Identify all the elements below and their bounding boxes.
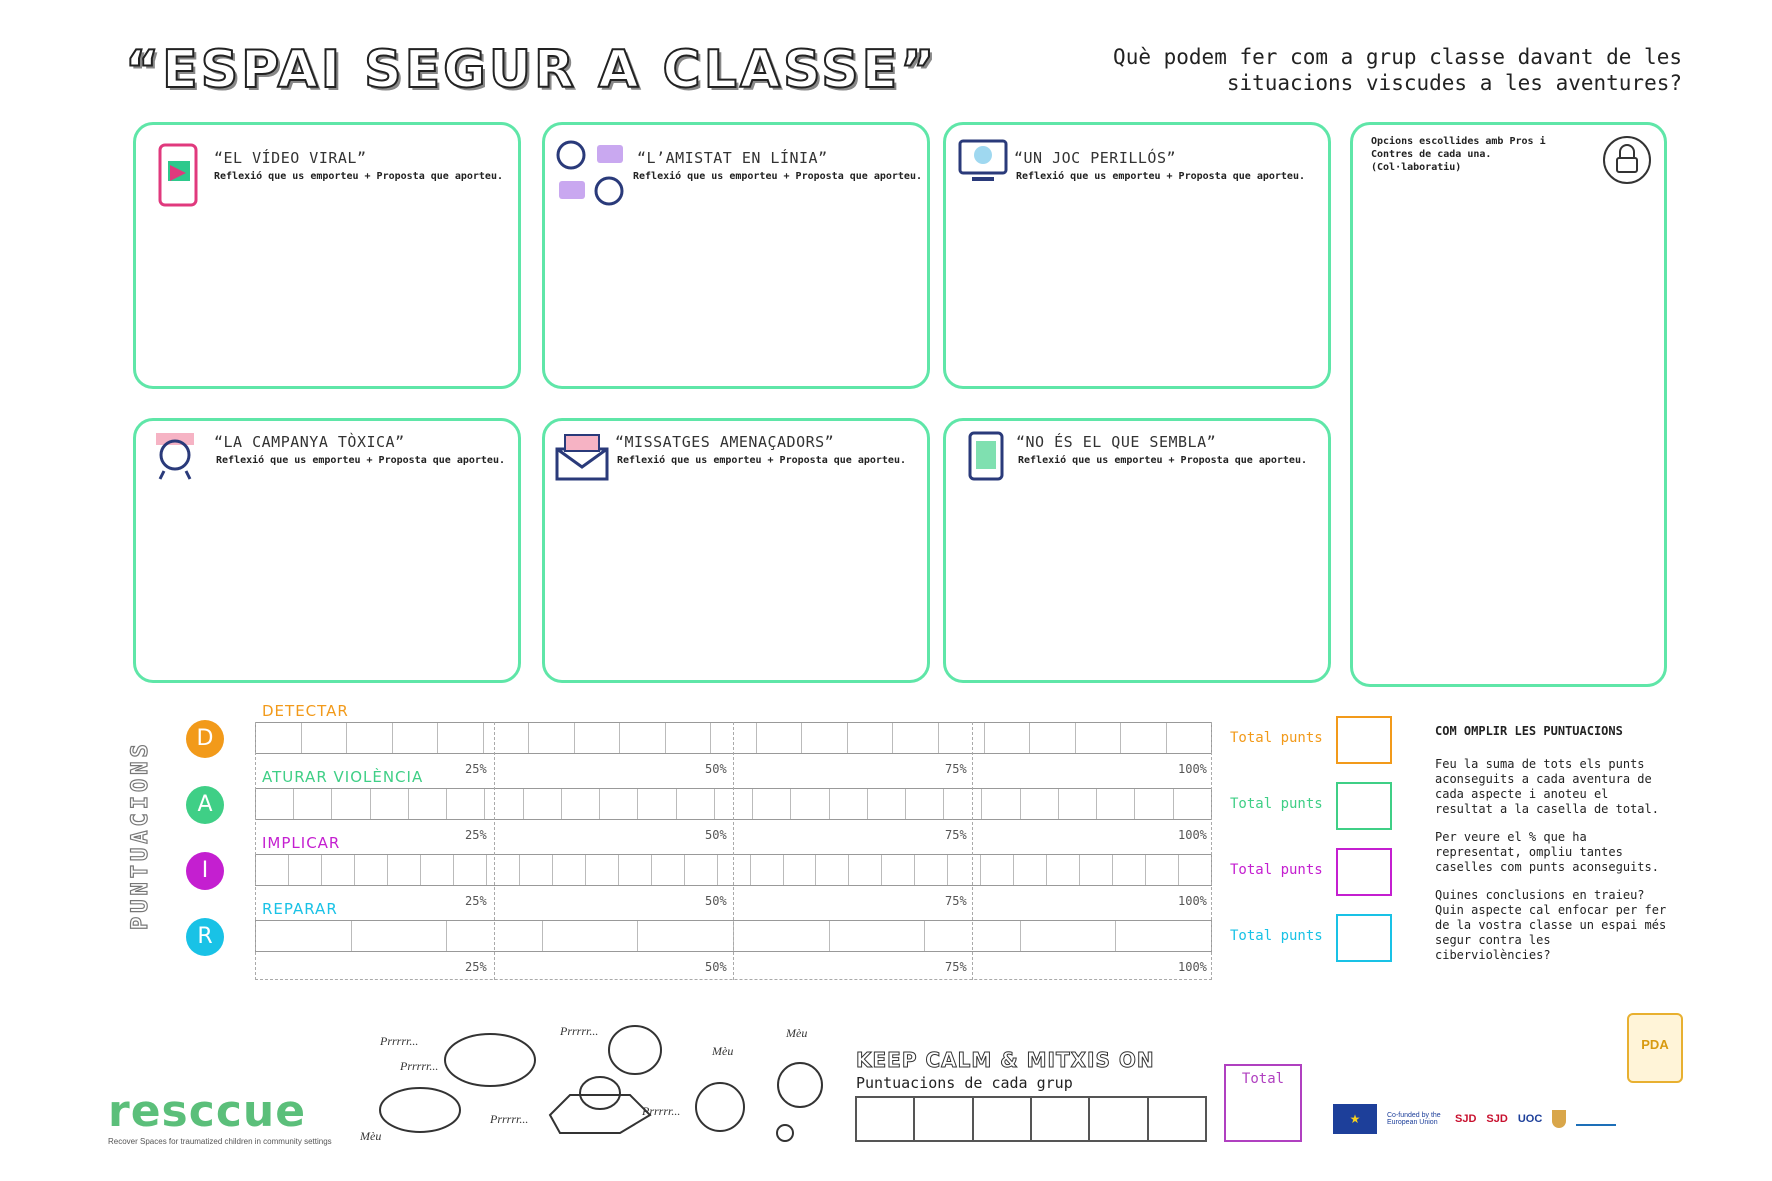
cat-word: Prrrrr... xyxy=(490,1112,529,1126)
instructions-p1: Feu la suma de tots els punts aconseguits a cada aventura de cada aspecte i anoteu el resultat a la casella de total. xyxy=(1435,757,1659,816)
category-label: DETECTAR xyxy=(262,702,349,720)
percent-label: 50% xyxy=(705,960,727,974)
percent-label: 25% xyxy=(465,894,487,908)
card-not-what-it-seems[interactable] xyxy=(943,418,1331,683)
keep-calm-heading: KEEP CALM & MITXIS ON xyxy=(856,1048,1155,1072)
skull-monitor-icon xyxy=(958,137,1008,187)
category-label: ATURAR VIOLÈNCIA xyxy=(262,768,424,786)
eu-flag-icon: ★ xyxy=(1333,1104,1377,1134)
card-title: “NO ÉS EL QUE SEMBLA” xyxy=(1016,433,1217,451)
total-points-box[interactable] xyxy=(1336,716,1392,764)
card-viral-video[interactable] xyxy=(133,122,521,389)
group-score-cell[interactable] xyxy=(915,1098,973,1140)
card-toxic-campaign[interactable] xyxy=(133,418,521,683)
percent-label: 75% xyxy=(945,960,967,974)
final-total-box[interactable] xyxy=(1224,1064,1302,1142)
total-points-label: Total punts xyxy=(1230,796,1323,812)
lock-icon xyxy=(1602,135,1652,185)
category-label: REPARAR xyxy=(262,900,338,918)
category-badge-a: A xyxy=(186,786,224,824)
card-subtitle: Reflexió que us emporteu + Proposta que aporteu. xyxy=(1016,171,1305,182)
fake-profile-phone-icon xyxy=(968,431,1004,481)
note-line-2: Contres de cada una. xyxy=(1371,149,1492,160)
group-score-cell[interactable] xyxy=(857,1098,915,1140)
percent-label: 25% xyxy=(465,960,487,974)
final-total-label: Total xyxy=(1241,1071,1285,1087)
instructions-heading: COM OMPLIR LES PUNTUACIONS xyxy=(1435,724,1623,738)
card-threatening-messages[interactable] xyxy=(542,418,930,683)
category-badge-i: I xyxy=(186,852,224,890)
cat-word: Prrrrr... xyxy=(642,1104,681,1118)
scores-vertical-label: PUNTUACIONS xyxy=(128,740,153,930)
quartile-line-75 xyxy=(972,722,973,980)
group-score-cell[interactable] xyxy=(1090,1098,1148,1140)
total-points-label: Total punts xyxy=(1230,862,1323,878)
cat-word: Mèu xyxy=(360,1129,382,1143)
question-line-2: situacions viscudes a les aventures? xyxy=(1226,71,1682,95)
page-title: “ESPAI SEGUR A CLASSE” xyxy=(125,40,938,100)
card-subtitle: Reflexió que us emporteu + Proposta que aporteu. xyxy=(617,455,906,466)
total-points-label: Total punts xyxy=(1230,730,1323,746)
cat-word: Prrrrr... xyxy=(400,1059,439,1073)
percent-label: 50% xyxy=(705,828,727,842)
group-score-cell[interactable] xyxy=(974,1098,1032,1140)
note-line-1: Opcions escollides amb Pros i xyxy=(1371,136,1546,147)
question-line-1: Què podem fer com a grup classe davant de les xyxy=(1113,45,1682,69)
total-points-label: Total punts xyxy=(1230,928,1323,944)
header-question xyxy=(1042,44,1682,96)
instructions-p3: Quines conclusions en traieu? Quin aspecte cal enfocar per fer de la vostra classe un espai més segur contra les ciberviolències? xyxy=(1435,888,1667,962)
percent-label: 100% xyxy=(1178,960,1207,974)
group-score-cell[interactable] xyxy=(1149,1098,1205,1140)
funders-row xyxy=(1333,1104,1616,1134)
note-line-3: (Col·laboratiu) xyxy=(1371,162,1462,173)
badge-text: PDA xyxy=(1641,1037,1669,1052)
pros-cons-panel[interactable] xyxy=(1350,122,1667,687)
card-subtitle: Reflexió que us emporteu + Proposta que aporteu. xyxy=(214,171,503,182)
card-title: “MISSATGES AMENAÇADORS” xyxy=(615,433,835,451)
instructions-p2: Per veure el % que ha representat, ompliu tantes caselles com punts aconseguits. xyxy=(1435,830,1659,874)
cat-word: Prrrrr... xyxy=(380,1034,419,1048)
percent-label: 75% xyxy=(945,894,967,908)
partner-logo: UOC xyxy=(1517,1113,1543,1125)
percent-label: 100% xyxy=(1178,894,1207,908)
card-subtitle: Reflexió que us emporteu + Proposta que aporteu. xyxy=(216,455,505,466)
total-points-box[interactable] xyxy=(1336,914,1392,962)
partner-logo: SJD xyxy=(1486,1113,1508,1125)
instructions-panel xyxy=(1435,724,1670,976)
card-subtitle: Reflexió que us emporteu + Proposta que aporteu. xyxy=(633,171,922,182)
percent-label: 25% xyxy=(465,762,487,776)
percent-label: 75% xyxy=(945,828,967,842)
total-points-box[interactable] xyxy=(1336,848,1392,896)
quartile-line-25 xyxy=(494,722,495,980)
eu-funding-text: Co-funded by the European Union xyxy=(1387,1112,1441,1126)
category-label: IMPLICAR xyxy=(262,834,341,852)
partner-logo: SJD xyxy=(1455,1113,1477,1125)
worried-face-icon xyxy=(150,431,200,481)
scores-caption: Puntuacions de cada grup xyxy=(856,1074,1073,1092)
chat-faces-icon xyxy=(555,139,625,209)
category-badge-r: R xyxy=(186,918,224,956)
category-badge-d: D xyxy=(186,720,224,758)
percent-label: 50% xyxy=(705,894,727,908)
pros-cons-note xyxy=(1371,135,1551,174)
group-score-boxes xyxy=(855,1096,1207,1142)
card-title: “UN JOC PERILLÓS” xyxy=(1014,149,1177,167)
percent-label: 75% xyxy=(945,762,967,776)
bambino-gesu-icon xyxy=(1576,1112,1616,1126)
card-title: “L’AMISTAT EN LÍNIA” xyxy=(637,149,828,167)
percent-label: 25% xyxy=(465,828,487,842)
percent-label: 100% xyxy=(1178,762,1207,776)
hate-envelope-icon xyxy=(555,431,609,481)
pda-badge xyxy=(1627,1013,1683,1083)
card-online-friendship[interactable] xyxy=(542,122,930,389)
brand-tagline: Recover Spaces for traumatized children in community settings xyxy=(108,1137,332,1146)
viral-video-phone-icon xyxy=(156,143,200,207)
percent-label: 50% xyxy=(705,762,727,776)
card-title: “EL VÍDEO VIRAL” xyxy=(214,149,367,167)
percent-label: 100% xyxy=(1178,828,1207,842)
shield-icon xyxy=(1552,1110,1566,1128)
card-dangerous-game[interactable] xyxy=(943,122,1331,389)
cat-word: Mèu xyxy=(712,1044,734,1058)
card-title: “LA CAMPANYA TÒXICA” xyxy=(214,433,405,451)
cat-word: Mèu xyxy=(786,1026,808,1040)
card-subtitle: Reflexió que us emporteu + Proposta que aporteu. xyxy=(1018,455,1307,466)
cats-illustration xyxy=(360,1015,830,1145)
quartile-line-50 xyxy=(733,722,734,980)
resccue-logo xyxy=(108,1086,332,1146)
group-score-cell[interactable] xyxy=(1032,1098,1090,1140)
brand-name: resccue xyxy=(108,1086,307,1137)
total-points-box[interactable] xyxy=(1336,782,1392,830)
cat-word: Prrrrr... xyxy=(560,1024,599,1038)
